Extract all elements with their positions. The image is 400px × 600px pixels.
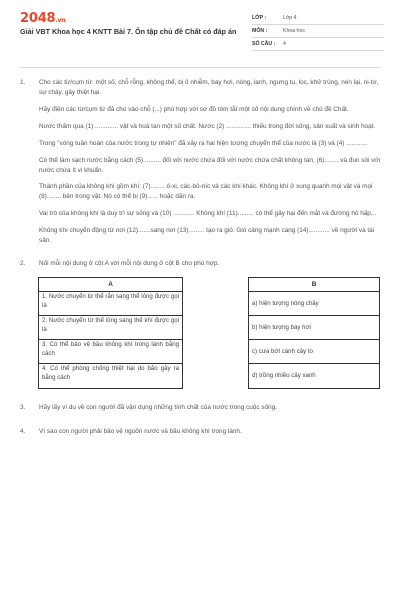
question-number: 1. xyxy=(20,79,26,86)
info-value: Khoa học xyxy=(283,28,305,34)
column-b-header: B xyxy=(249,278,379,292)
fill-paragraph: Có thể làm sạch nước bằng cách (5) ......... đối với nước chứa đối với nước chứa chất không tan, (6)........ và đun sôi với nước chứa ít vi khuẩn. xyxy=(39,156,381,174)
info-row-grade xyxy=(252,12,384,25)
site-logo[interactable] xyxy=(20,11,65,26)
column-a xyxy=(38,277,183,389)
document-title: Giải VBT Khoa học 4 KNTT Bài 7. Ôn tập chủ đề Chất có đáp án xyxy=(20,27,237,36)
column-a-cell: 3. Có thể bảo vệ bầu không khí trong lành bằng cách xyxy=(39,340,182,364)
question-intro: Cho các từ/cụm từ: một số, chỗ rỗng, không thể, bị ô nhiễm, bay hơi, nóng, lạnh, ngưng tụ, lọc, khử trùng, nén lại, ni-tơ, sự cháy, gây thiệt hại. xyxy=(39,79,379,96)
info-label: LỚP : xyxy=(252,15,267,21)
question-2 xyxy=(20,259,385,269)
logo-suffix: .vn xyxy=(55,17,66,24)
question-3 xyxy=(20,403,385,413)
info-label: SỐ CÂU : xyxy=(252,41,276,47)
column-a-header: A xyxy=(39,278,182,292)
matching-table xyxy=(20,277,385,389)
fill-paragraph: Thành phần của không khí gồm khí: (7)........ ô-xi, các-bô-níc và các khí khác. Không khí ở xung quanh mọi vật và mọi (8)........ bên trong vật. Nó có thể bị (9)...... hoặc dãn ra. xyxy=(39,183,373,201)
question-text: Nối mỗi nội dung ở cột A với mỗi nội dung ở cột B cho phù hợp. xyxy=(39,260,220,268)
question-number: 4. xyxy=(20,427,26,435)
fill-paragraph: Vai trò của không khí là duy trì sự sống và (10) ............ Không khí (11)......... có thể gây hại đến mắt và đường hô hấp,.. xyxy=(39,210,377,218)
column-a-cell: 4. Có thể phòng chống thiệt hại do bão gây ra bằng cách xyxy=(42,364,179,381)
question-number: 3. xyxy=(20,403,26,411)
column-b-cell: b) hiện tượng bay hơi xyxy=(249,316,379,340)
page-header xyxy=(0,0,400,62)
question-text: Vì sao con người phải bảo vệ nguồn nước và bầu không khí trong lành. xyxy=(39,427,242,435)
info-row-question-count xyxy=(252,38,384,51)
column-b-cell: c) cưa bớt cành cây to xyxy=(249,340,379,364)
info-value: Lớp 4 xyxy=(283,15,297,21)
column-a-cell: 1. Nước chuyển từ thể rắn sang thể lỏng được gọi là xyxy=(39,292,182,316)
question-4 xyxy=(20,427,385,437)
document-body xyxy=(20,78,385,437)
info-value: 4 xyxy=(283,41,286,47)
fill-paragraph: Không khí chuyển động từ nơi (12).......sang nơi (13)......... tạo ra gió. Gió càng mạnh càng (14)............ về người và tài sản. xyxy=(39,227,375,245)
info-label: MÔN : xyxy=(252,28,268,34)
question-text: Hãy lấy ví dụ về con người đã vận dụng những tính chất của nước trong cuộc sống. xyxy=(39,403,277,411)
fill-paragraph: Nước thấm qua (1) ............. vật và hoà tan một số chất. Nước (2) .............. thiếu trong đời sống, sản xuất và sinh hoạt. xyxy=(39,122,376,130)
column-b-cell: d) trồng nhiều cây xanh xyxy=(252,372,316,380)
fill-paragraph: Trong "vòng tuần hoàn của nước trong tự nhiên" đã xảy ra hai hiện tượng chuyển thể của nước là (3) và (4) ............ xyxy=(39,139,368,147)
info-box xyxy=(252,12,384,51)
column-a-cell: 2. Nước chuyển từ thể lỏng sang thể khí được gọi là xyxy=(39,316,182,340)
question-instruction: Hãy điền các từ/cụm từ đã cho vào chỗ (...) phù hợp với sơ đồ tóm tắt một số nội dung chính về chủ đề Chất. xyxy=(39,105,349,113)
question-1 xyxy=(20,78,385,246)
question-number: 2. xyxy=(20,260,26,268)
column-b xyxy=(248,277,380,389)
header-divider xyxy=(20,67,380,68)
info-row-subject xyxy=(252,25,384,38)
logo-text: 2048 xyxy=(20,11,56,26)
column-b-cell: a) hiện tượng nóng chảy xyxy=(249,292,379,316)
